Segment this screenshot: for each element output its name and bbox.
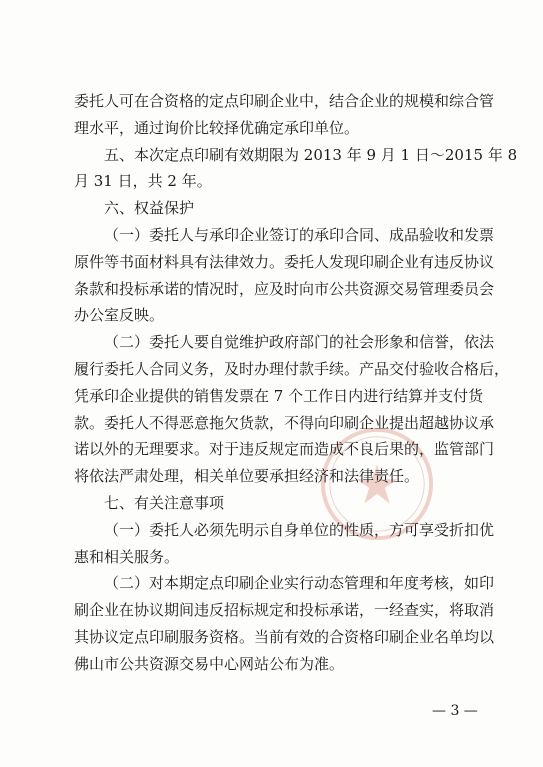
text-line: 五、本次定点印刷有效期限为 2013 年 9 月 1 日～2015 年 8	[104, 145, 518, 164]
text-line: 七、有关注意事项	[104, 493, 225, 512]
text-line: 将依法严肃处理，相关单位要承担经济和法律责任。	[74, 467, 420, 486]
text-line: 佛山市公共资源交易中心网站公布为准。	[74, 654, 345, 673]
text-line: 原件等书面材料具有法律效力。委托人发现印刷企业有违反协议	[74, 252, 495, 271]
text-line: （一）委托人必须先明示自身单位的性质，方可享受折扣优	[104, 520, 495, 539]
text-line: 委托人可在合资格的定点印刷企业中，结合企业的规模和综合管	[74, 92, 495, 110]
text-line: 履行委托人合同义务，及时办理付款手续。产品交付验收合格后，	[74, 359, 510, 378]
text-line: （二）委托人要自觉维护政府部门的社会形象和信誉，依法	[104, 333, 495, 352]
text-line: 款。委托人不得恶意拖欠货款，不得向印刷企业提出超越协议承	[74, 413, 495, 432]
text-line: （一）委托人与承印企业签订的承印合同、成品验收和发票	[104, 225, 495, 244]
text-line: （二）对本期定点印刷企业实行动态管理和年度考核，如印	[104, 574, 495, 593]
text-line: 条款和投标承诺的情况时，应及时向市公共资源交易管理委员会	[74, 279, 495, 298]
text-line: 六、权益保护	[104, 199, 195, 218]
page-number: — 3 —	[432, 703, 478, 719]
text-line: 刷企业在协议期间违反招标规定和投标承诺，一经查实，将取消	[74, 601, 495, 620]
text-line: 惠和相关服务。	[74, 547, 180, 566]
text-line: 诺以外的无理要求。对于违反规定而造成不良后果的，监管部门	[74, 440, 495, 459]
text-line: 其协议定点印刷服务资格。当前有效的合资格印刷企业名单均以	[74, 627, 495, 646]
text-line: 理水平，通过询价比较择优确定承印单位。	[74, 118, 360, 137]
text-line: 凭承印企业提供的销售发票在 7 个工作日内进行结算并支付货	[74, 386, 484, 405]
text-line: 办公室反映。	[74, 306, 165, 325]
body-text	[74, 88, 518, 678]
text-line: 月 31 日，共 2 年。	[74, 172, 212, 191]
